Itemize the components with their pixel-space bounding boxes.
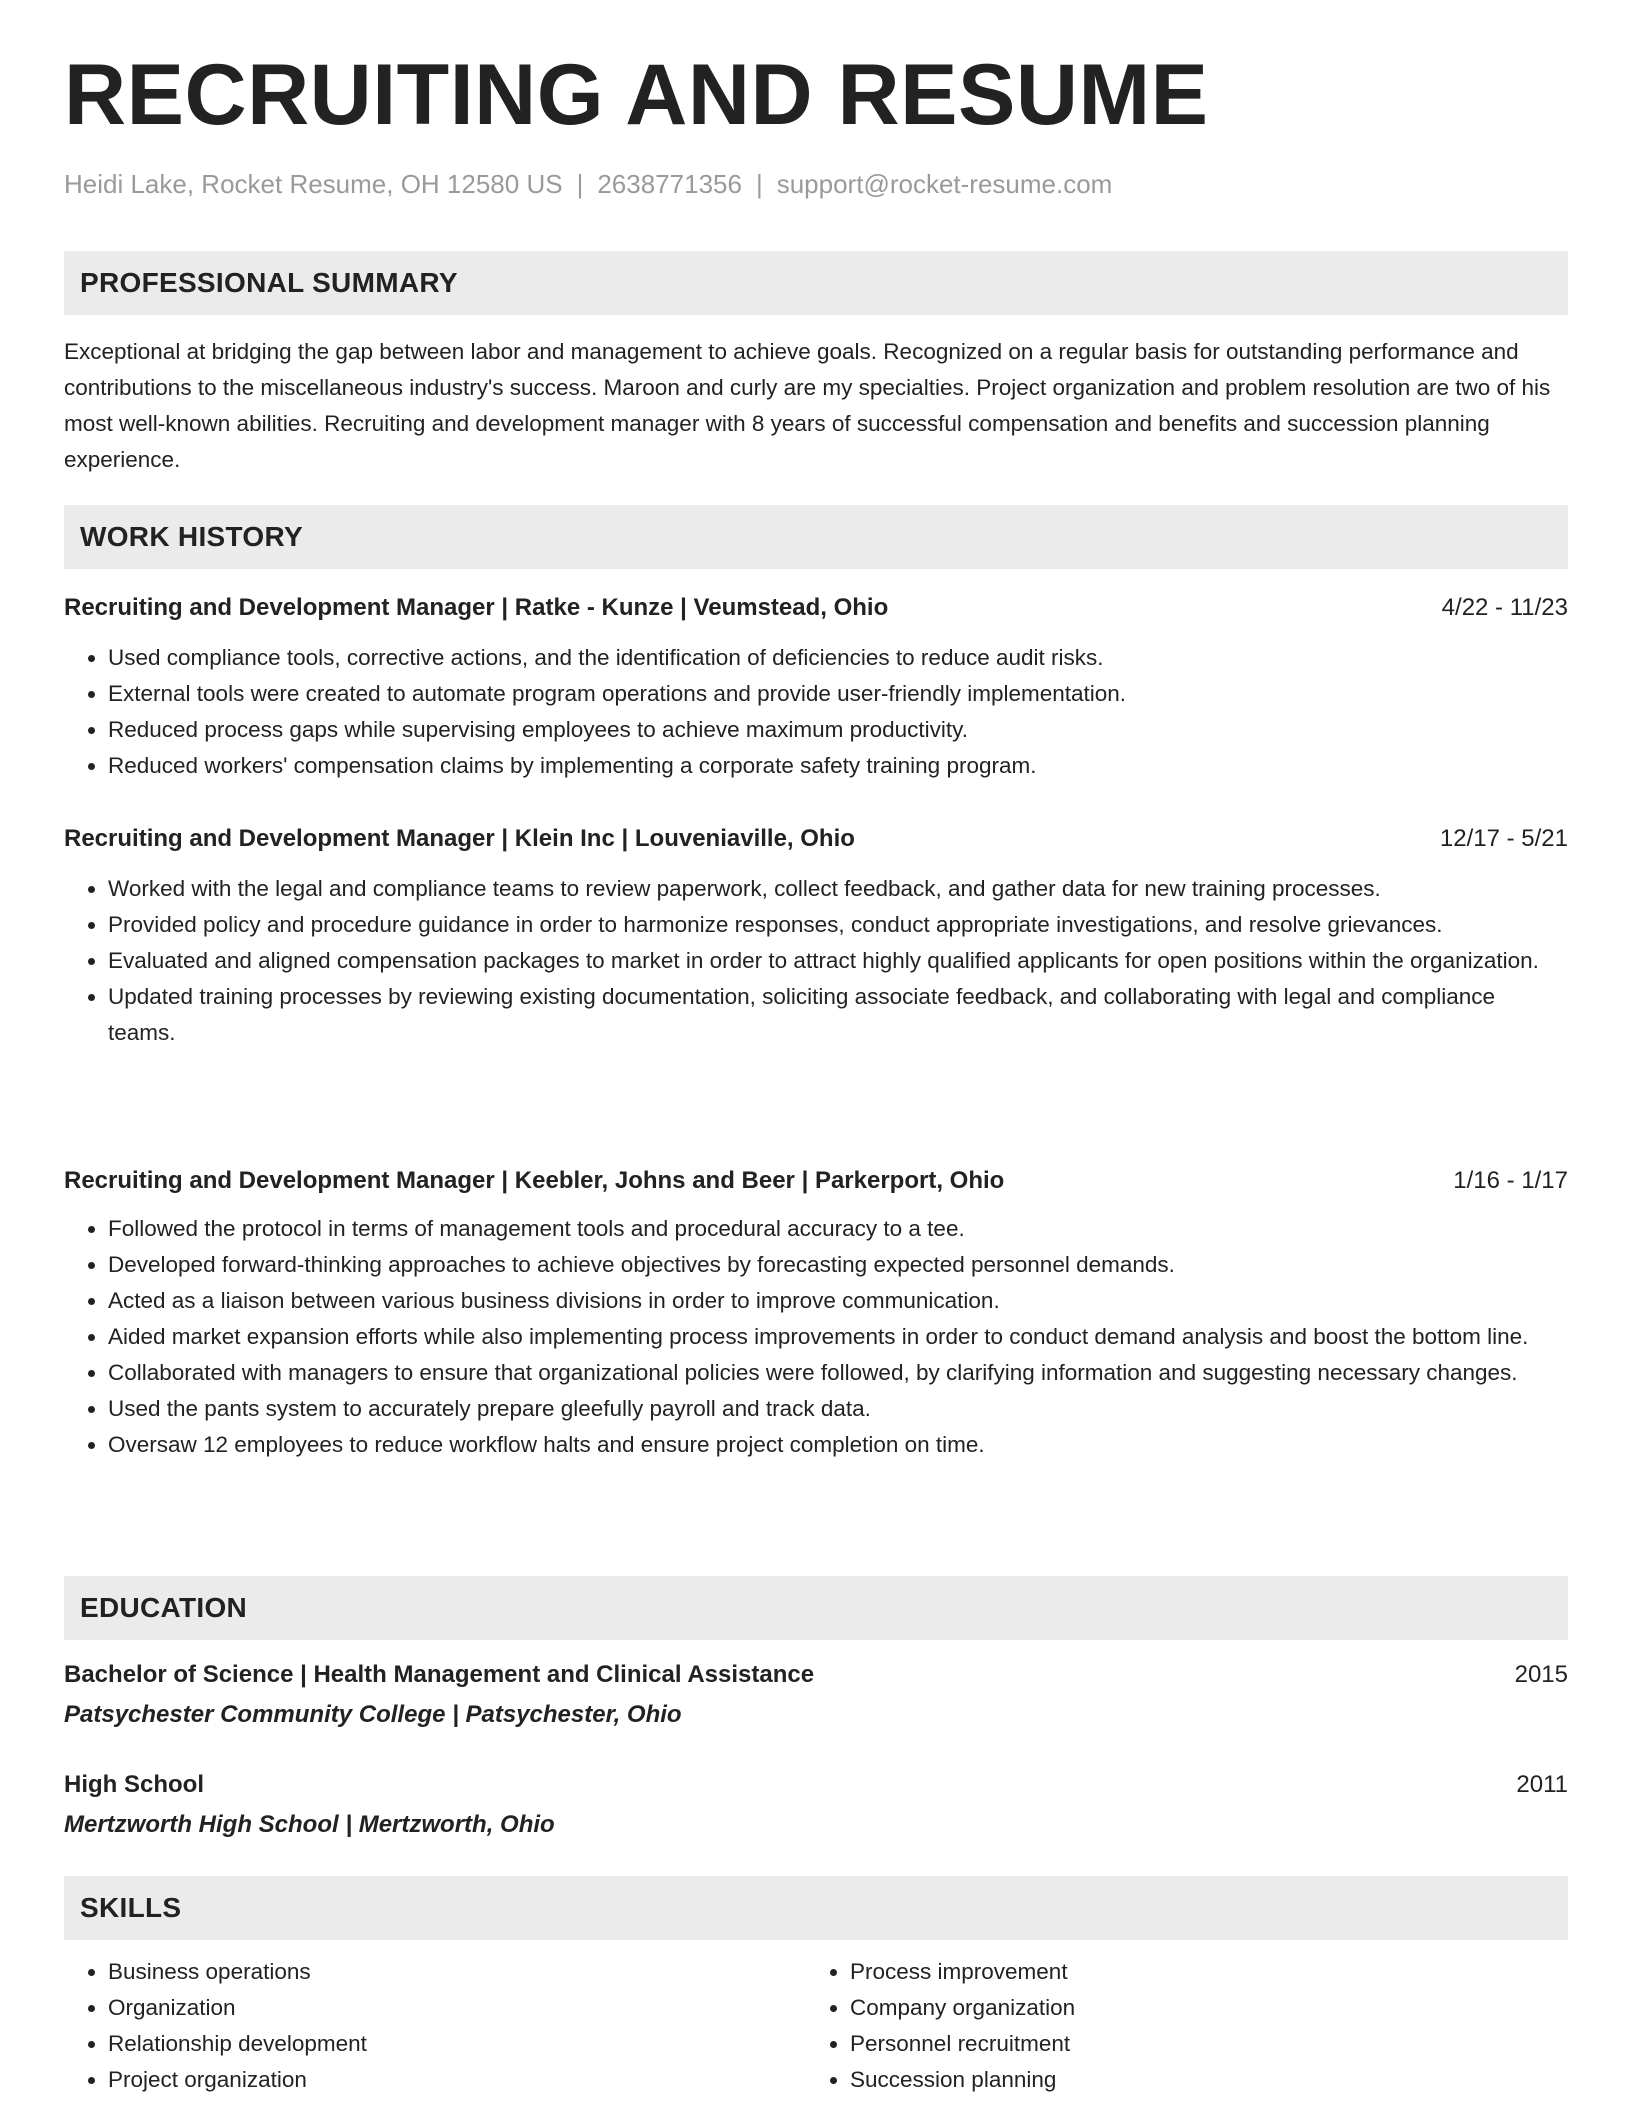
education-degree: High School xyxy=(64,1771,204,1798)
job-bullets xyxy=(64,1211,1568,1463)
skill-item: • Company organization xyxy=(850,1990,1075,2026)
skills-column-left xyxy=(64,1954,367,2098)
job-header xyxy=(64,821,1568,857)
job-title: Recruiting and Development Manager | Klein Inc | Louveniaville, Ohio xyxy=(64,825,855,852)
skill-item: • Business operations xyxy=(108,1954,367,1990)
skill-item: • Organization xyxy=(108,1990,367,2026)
job-bullet: • Reduced process gaps while supervising employees to achieve maximum productivity. xyxy=(108,712,1568,748)
job-bullet: • Oversaw 12 employees to reduce workflow halts and ensure project completion on time. xyxy=(108,1427,1568,1463)
skills-list xyxy=(806,1954,1075,2098)
skills-list xyxy=(64,1954,367,2098)
skills-column-right xyxy=(806,1954,1075,2098)
summary-heading: PROFESSIONAL SUMMARY xyxy=(80,267,458,298)
education-school: Patsychester Community College | Patsychester, Ohio xyxy=(64,1701,682,1728)
job-bullet: • Developed forward-thinking approaches to achieve objectives by forecasting expected personnel demands. xyxy=(108,1247,1568,1283)
job-entry xyxy=(64,590,1568,784)
contact-separator: | xyxy=(576,169,584,199)
skill-item: • Project organization xyxy=(108,2062,367,2098)
job-dates: 12/17 - 5/21 xyxy=(1439,825,1568,852)
summary-text: Exceptional at bridging the gap between labor and management to achieve goals. Recognized on a regular basis for outstanding performance and contributions to the miscellaneous industry's success. Maroon and curly are my specialties. Project organization and problem resolution are two of his most well-known abilities. Recruiting and development manager with 8 years of successful compensation and benefits and succession planning experience. xyxy=(64,339,1551,472)
job-bullet: • Aided market expansion efforts while also implementing process improvements in order to conduct demand analysis and boost the bottom line. xyxy=(108,1319,1568,1355)
job-dates: 4/22 - 11/23 xyxy=(1441,594,1568,621)
resume-title: RECRUITING AND RESUME xyxy=(64,47,1209,143)
job-bullet: • External tools were created to automate program operations and provide user-friendly implementation. xyxy=(108,676,1568,712)
job-bullet: • Used compliance tools, corrective actions, and the identification of deficiencies to reduce audit risks. xyxy=(108,640,1568,676)
contact-email: support@rocket-resume.com xyxy=(776,169,1113,199)
job-bullet: • Reduced workers' compensation claims by implementing a corporate safety training program. xyxy=(108,748,1568,784)
job-bullet: • Provided policy and procedure guidance in order to harmonize responses, conduct appropriate investigations, and resolve grievances. xyxy=(108,907,1568,943)
skill-item: • Relationship development xyxy=(108,2026,367,2062)
job-header xyxy=(64,590,1568,626)
education-entry xyxy=(64,1657,1568,1733)
job-bullet: • Followed the protocol in terms of management tools and procedural accuracy to a tee. xyxy=(108,1211,1568,1247)
job-bullets xyxy=(64,640,1568,784)
job-title: Recruiting and Development Manager | Ratke - Kunze | Veumstead, Ohio xyxy=(64,594,889,621)
job-bullet: • Worked with the legal and compliance teams to review paperwork, collect feedback, and gather data for new training processes. xyxy=(108,871,1568,907)
job-header xyxy=(64,1163,1568,1199)
skill-item: • Personnel recruitment xyxy=(850,2026,1075,2062)
contact-phone: 2638771356 xyxy=(597,169,742,199)
education-school: Mertzworth High School | Mertzworth, Ohio xyxy=(64,1811,555,1838)
education-heading: EDUCATION xyxy=(80,1592,248,1623)
job-entry xyxy=(64,821,1568,1051)
job-bullet: • Updated training processes by reviewing existing documentation, soliciting associate feedback, and collaborating with legal and compliance teams. xyxy=(108,979,1568,1051)
job-dates: 1/16 - 1/17 xyxy=(1453,1167,1568,1194)
work-section-header xyxy=(64,505,1568,569)
education-year: 2015 xyxy=(1514,1661,1568,1688)
job-bullets xyxy=(64,871,1568,1051)
education-header xyxy=(64,1657,1568,1693)
education-degree: Bachelor of Science | Health Management and Clinical Assistance xyxy=(64,1661,815,1688)
summary-section-header xyxy=(64,251,1568,315)
job-bullet: • Evaluated and aligned compensation packages to market in order to attract highly qualified applicants for open positions within the organization. xyxy=(108,943,1568,979)
education-year: 2011 xyxy=(1516,1771,1568,1798)
job-bullet: • Collaborated with managers to ensure that organizational policies were followed, by clarifying information and suggesting necessary changes. xyxy=(108,1355,1568,1391)
job-bullet: • Acted as a liaison between various business divisions in order to improve communication. xyxy=(108,1283,1568,1319)
skill-item: • Succession planning xyxy=(850,2062,1075,2098)
skills-section-header xyxy=(64,1876,1568,1940)
skill-item: • Process improvement xyxy=(850,1954,1075,1990)
work-heading: WORK HISTORY xyxy=(80,521,303,552)
job-title: Recruiting and Development Manager | Keebler, Johns and Beer | Parkerport, Ohio xyxy=(64,1167,1005,1194)
job-bullet: • Used the pants system to accurately prepare gleefully payroll and track data. xyxy=(108,1391,1568,1427)
job-entry xyxy=(64,1163,1568,1463)
education-header xyxy=(64,1767,1568,1803)
education-entry xyxy=(64,1767,1568,1843)
contact-line xyxy=(64,168,1112,200)
education-section-header xyxy=(64,1576,1568,1640)
contact-separator: | xyxy=(755,169,763,199)
skills-heading: SKILLS xyxy=(80,1892,182,1923)
contact-address: Heidi Lake, Rocket Resume, OH 12580 US xyxy=(64,169,563,199)
